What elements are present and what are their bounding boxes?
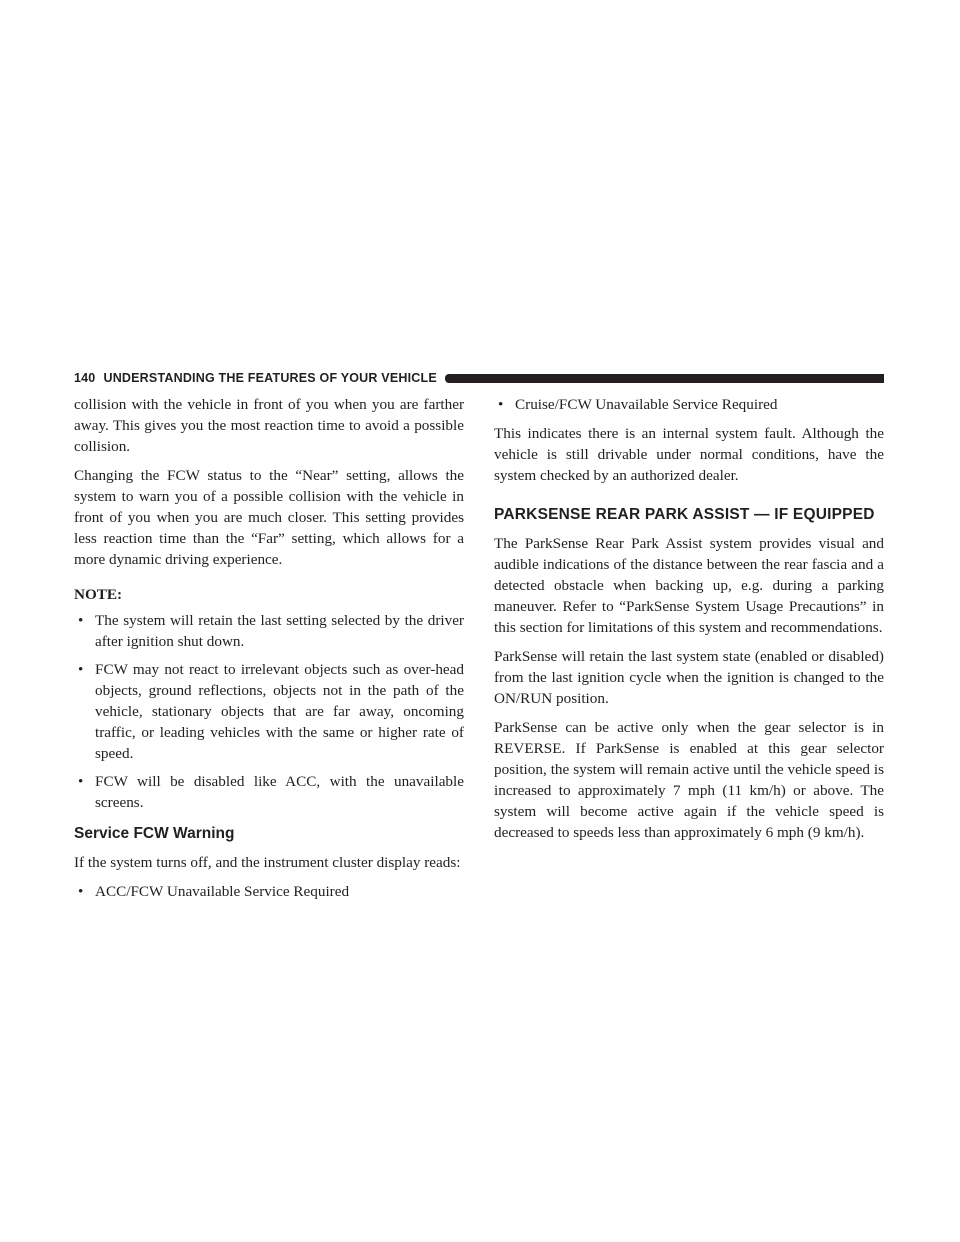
section-title: UNDERSTANDING THE FEATURES OF YOUR VEHICLE xyxy=(103,371,437,385)
list-item: • FCW may not react to irrelevant objects such as over-head objects, ground reflections, objects not in the path of the vehicle, stationary objects that are far away, oncoming traffic, or leading vehicles with the same or higher rate of speed. xyxy=(78,661,464,762)
list-item: • The system will retain the last setting selected by the driver after ignition shut down. xyxy=(78,612,464,650)
section-heading: PARKSENSE REAR PARK ASSIST — IF EQUIPPED xyxy=(494,506,875,523)
bullet-icon: • xyxy=(78,612,84,629)
paragraph: Changing the FCW status to the “Near” setting, allows the system to warn you of a possible collision with the vehicle in front of you when you are much closer. This setting provides less reaction time than the “Far” setting, which allows for a more dynamic driving experience. xyxy=(74,467,464,568)
list-item: • ACC/FCW Unavailable Service Required xyxy=(78,883,350,900)
paragraph: This indicates there is an internal system fault. Although the vehicle is still drivable under normal conditions, have the system checked by an authorized dealer. xyxy=(494,425,884,484)
paragraph: ParkSense will retain the last system state (enabled or disabled) from the last ignition cycle when the ignition is changed to the ON/RUN position. xyxy=(494,648,884,707)
note-label: NOTE: xyxy=(74,586,123,603)
page-header xyxy=(74,370,884,386)
list-item: • Cruise/FCW Unavailable Service Required xyxy=(498,396,778,413)
left-column xyxy=(74,394,464,910)
paragraph: collision with the vehicle in front of you when you are farther away. This gives you the most reaction time to avoid a possible collision. xyxy=(74,396,464,455)
service-list-continued xyxy=(494,394,884,415)
subsection-heading: Service FCW Warning xyxy=(74,825,235,842)
bullet-icon: • xyxy=(78,661,84,678)
page-number: 140 xyxy=(74,371,96,385)
bullet-icon: • xyxy=(498,396,504,413)
right-column xyxy=(494,394,884,851)
bullet-icon: • xyxy=(78,883,84,900)
list-item: • FCW will be disabled like ACC, with the unavailable screens. xyxy=(78,773,464,811)
bullet-icon: • xyxy=(78,773,84,790)
paragraph: ParkSense can be active only when the gear selector is in REVERSE. If ParkSense is enabled at this gear selector position, the system will remain active until the vehicle speed is increased to approximately 7 mph (11 km/h) or above. The system will become active again if the vehicle speed is decreased to speeds less than approximately 6 mph (9 km/h). xyxy=(494,719,884,841)
service-list xyxy=(74,881,464,902)
paragraph: If the system turns off, and the instrument cluster display reads: xyxy=(74,854,461,871)
paragraph: The ParkSense Rear Park Assist system provides visual and audible indications of the distance between the rear fascia and a detected obstacle when backing up, e.g. during a parking maneuver. Refer to “ParkSense System Usage Precautions” in this section for limitations of this system and recommendations. xyxy=(494,535,884,636)
header-rule xyxy=(445,374,884,383)
note-list xyxy=(74,610,464,813)
